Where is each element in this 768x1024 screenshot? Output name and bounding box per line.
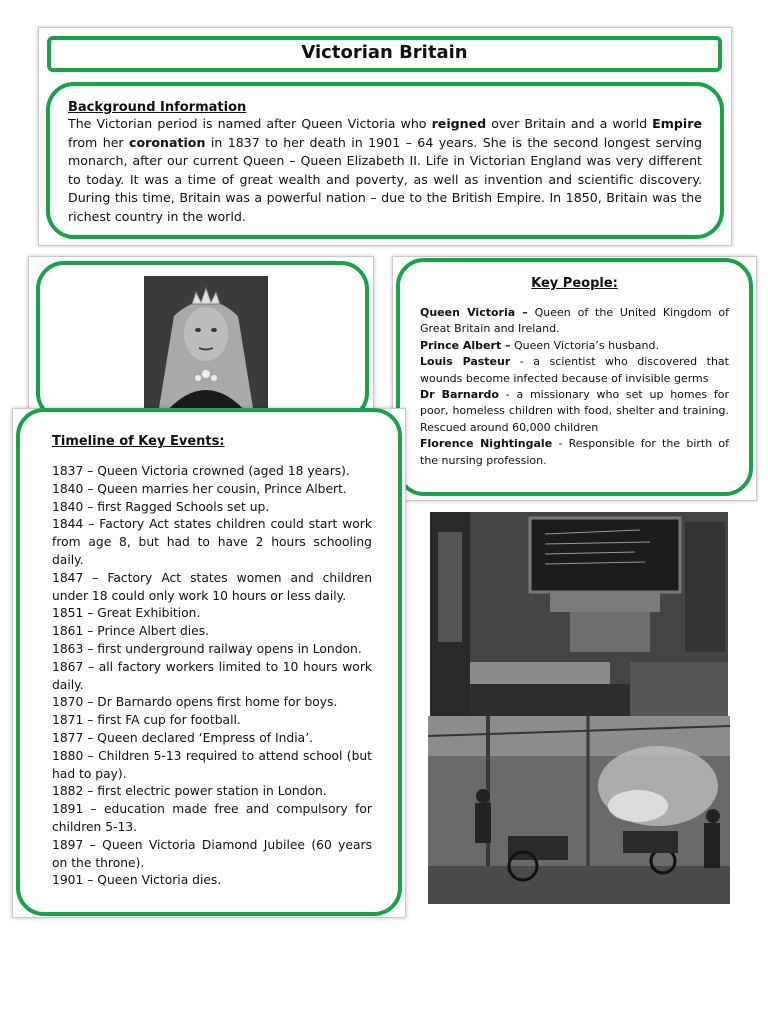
background-box (46, 82, 724, 239)
key-person-description: - a scientist who discovered that wounds become infected because of invisible germs (420, 355, 729, 385)
timeline-event: 1851 – Great Exhibition. (52, 606, 201, 621)
timeline-event: 1861 – Prince Albert dies. (52, 624, 210, 639)
key-people-box (396, 258, 753, 496)
timeline-event: 1840 – Queen marries her cousin, Prince Albert. (52, 481, 347, 496)
background-text-span: in 1837 to her death in 1901 – 64 years. She is the second longest serving monarch, after our current Queen – Queen Elizabeth II. Life in Victorian England was very different to today. It was a time of great wealth and poverty, as well as invention and scientific discovery. During this time, Britain was a powerful nation – due to the British Empire. In 1850, Britain was the richest country in the world. (68, 134, 702, 224)
key-person (420, 338, 729, 354)
background-heading: Background Information (68, 100, 247, 115)
timeline-heading: Timeline of Key Events: (52, 434, 225, 449)
background-text-span: The Victorian period is named after Queen Victoria who (68, 116, 432, 131)
victorian-factory-illustration (428, 716, 730, 904)
timeline-event: 1871 – first FA cup for football. (52, 713, 241, 728)
key-person-name: Dr Barnardo (420, 388, 499, 402)
victorian-classroom-photo (430, 512, 728, 716)
page-title: Victorian Britain (47, 36, 722, 72)
key-person (420, 354, 729, 387)
timeline-event: 1847 – Factory Act states women and children under 18 could only work 10 hours or less daily. (52, 570, 372, 603)
key-person-description: Queen Victoria’s husband. (510, 338, 659, 352)
key-person-description: - a missionary who set up homes for poor, homeless children with food, shelter and training. Rescued around 60,000 children (420, 388, 729, 434)
timeline-event: 1840 – first Ragged Schools set up. (52, 499, 270, 514)
timeline-event: 1882 – first electric power station in London. (52, 784, 327, 799)
timeline-event: 1897 – Queen Victoria Diamond Jubilee (60 years on the throne). (52, 837, 372, 870)
key-person (420, 436, 729, 469)
key-person-name: Prince Albert – (420, 338, 511, 352)
key-person-name: Louis Pasteur (420, 355, 511, 369)
timeline-event: 1877 – Queen declared ‘Empress of India’. (52, 730, 314, 745)
timeline-event: 1867 – all factory workers limited to 10 hours work daily. (52, 659, 372, 692)
timeline-event: 1880 – Children 5-13 required to attend school (but had to pay). (52, 748, 372, 781)
key-person-name: Florence Nightingale (420, 437, 553, 451)
background-text-span: from her (68, 134, 130, 150)
background-bold-term: Empire (652, 116, 702, 131)
timeline-event: 1863 – first underground railway opens in London. (52, 641, 362, 656)
timeline-event: 1870 – Dr Barnardo opens first home for boys. (52, 695, 338, 710)
key-person (420, 305, 729, 338)
key-people-list (420, 305, 729, 469)
timeline-list (52, 463, 372, 890)
background-bold-term: coronation (129, 134, 206, 150)
background-bold-term: reigned (431, 116, 487, 131)
timeline-event: 1837 – Queen Victoria crowned (aged 18 years). (52, 464, 350, 478)
timeline-event: 1891 – education made free and compulsory for children 5-13. (52, 802, 372, 834)
timeline-box (16, 408, 402, 916)
queen-victoria-portrait (144, 276, 268, 414)
timeline-event: 1844 – Factory Act states children could start work from age 8, but had to have 2 hours schooling daily. (52, 517, 372, 567)
key-people-heading: Key People: (531, 276, 618, 291)
key-person (420, 387, 729, 436)
background-paragraph (68, 115, 702, 227)
background-text-span: over Britain and a world (486, 116, 653, 131)
key-person-description: - Responsible for the birth of the nursing profession. (420, 437, 729, 467)
key-person-description: Queen of the United Kingdom of Great Britain and Ireland. (420, 306, 729, 336)
key-person-name: Queen Victoria – (420, 306, 528, 319)
timeline-event: 1901 – Queen Victoria dies. (52, 873, 222, 888)
